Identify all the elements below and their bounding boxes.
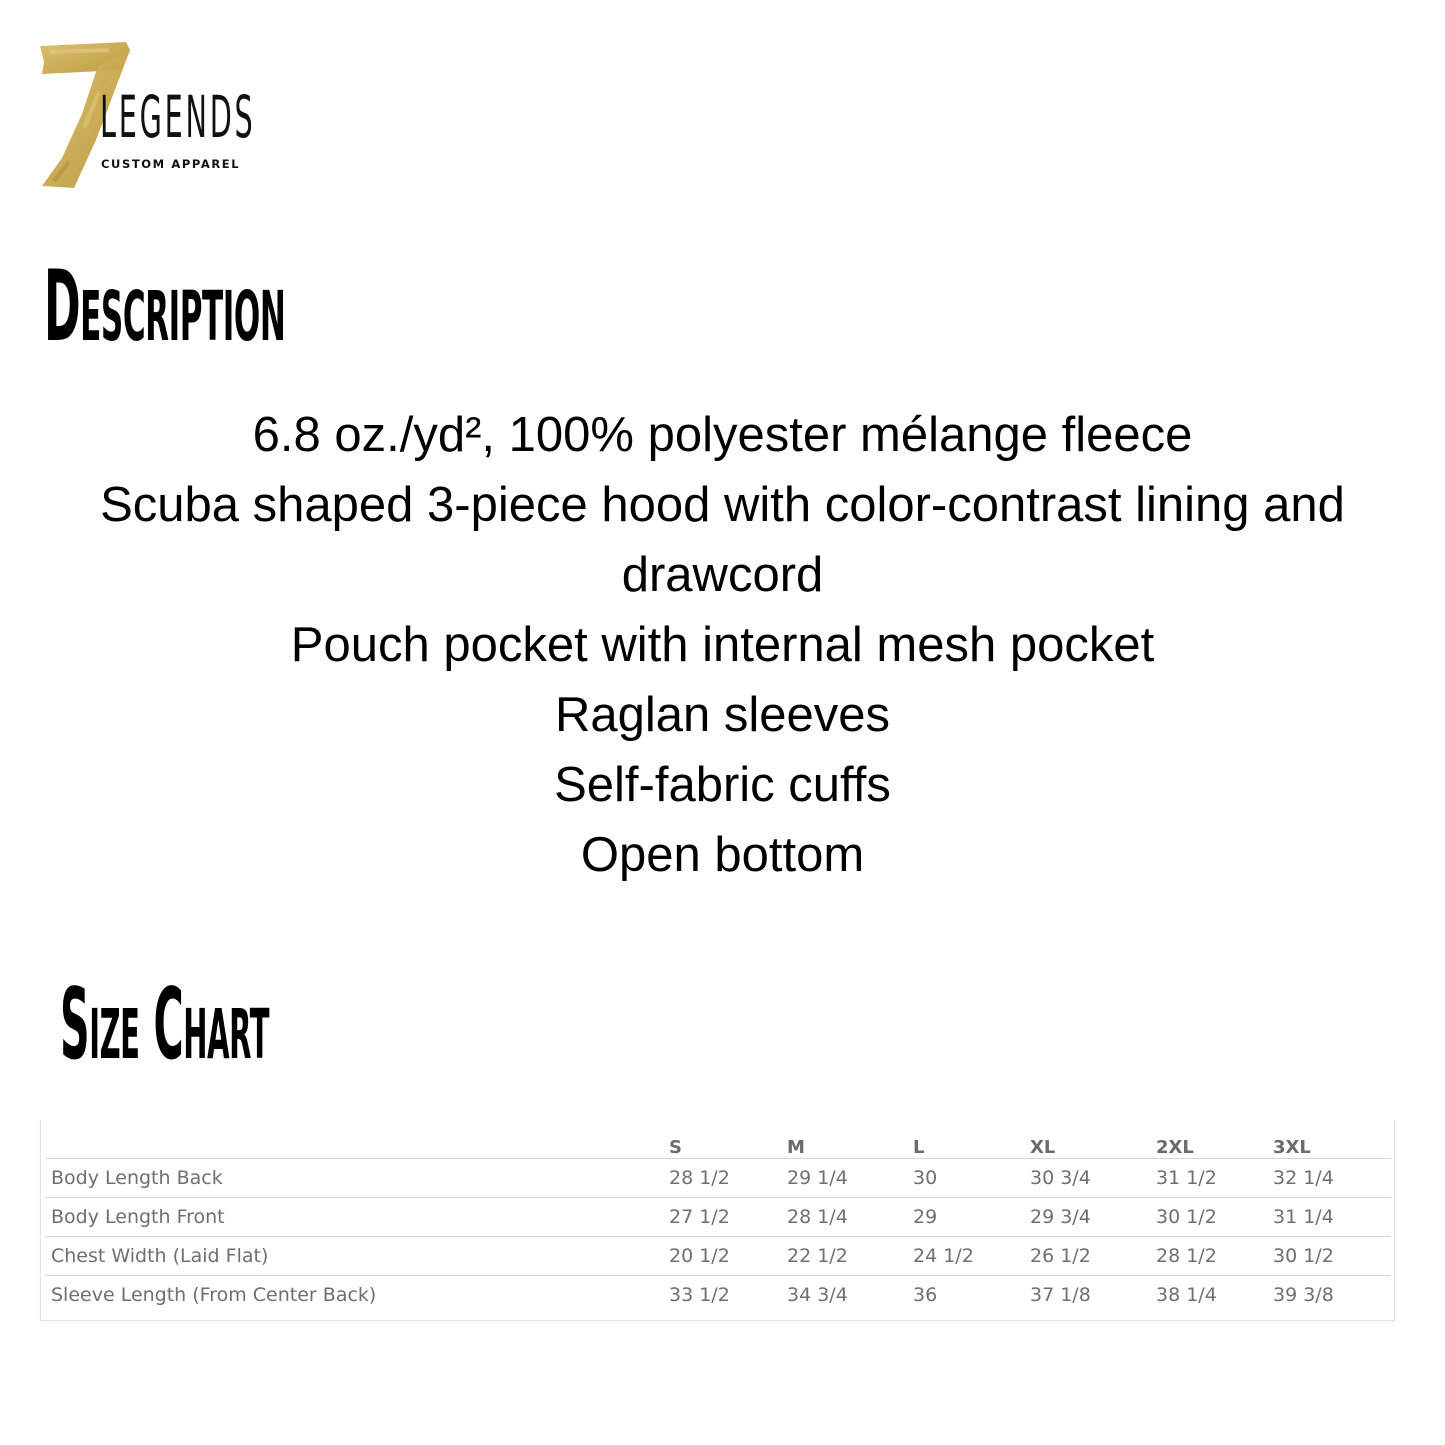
- table-cell: 27 1/2: [669, 1198, 787, 1237]
- table-cell: 30 3/4: [1030, 1159, 1156, 1198]
- table-cell: 29 3/4: [1030, 1198, 1156, 1237]
- table-cell: 34 3/4: [787, 1284, 848, 1306]
- table-cell: 28 1/2: [669, 1159, 787, 1198]
- description-line: 6.8 oz./yd², 100% polyester mélange fleece: [252, 408, 1193, 462]
- table-cell: 33 1/2: [669, 1284, 730, 1306]
- table-cell: 29 1/4: [787, 1159, 913, 1198]
- table-cell: 39 3/8: [1273, 1284, 1334, 1306]
- table-cell: 38 1/4: [1156, 1284, 1217, 1306]
- table-cell: 28 1/2: [1156, 1237, 1273, 1276]
- description-line: Scuba shaped 3-piece hood with color-contrast lining and drawcord: [100, 478, 1345, 602]
- description-list: [40, 400, 1405, 890]
- table-cell: 30: [913, 1159, 1030, 1198]
- header-cell-xl: XL: [1030, 1120, 1156, 1159]
- table-cell: 31 1/4: [1273, 1198, 1391, 1237]
- size-chart-header-row: [45, 1120, 1391, 1159]
- size-chart-table: [45, 1120, 1391, 1314]
- header-cell-l: L: [913, 1120, 1030, 1159]
- table-cell: 20 1/2: [669, 1237, 787, 1276]
- header-cell-blank: [45, 1120, 669, 1159]
- description-line: Self-fabric cuffs: [554, 758, 891, 812]
- table-cell: 37 1/8: [1030, 1284, 1091, 1306]
- table-row: [45, 1198, 1391, 1237]
- table-row: [45, 1159, 1391, 1198]
- table-cell: 26 1/2: [1030, 1237, 1156, 1276]
- header-cell-2xl: 2XL: [1156, 1120, 1273, 1159]
- table-cell: 28 1/4: [787, 1198, 913, 1237]
- table-cell: 29: [913, 1198, 1030, 1237]
- table-cell: 30 1/2: [1156, 1198, 1273, 1237]
- brand-logo: [38, 40, 258, 192]
- description-heading: Description: [44, 250, 286, 364]
- table-cell: 30 1/2: [1273, 1237, 1391, 1276]
- description-line: Open bottom: [580, 828, 865, 882]
- size-chart-heading: Size Chart: [60, 968, 270, 1082]
- table-cell: 36: [913, 1284, 938, 1306]
- row-label: Chest Width (Laid Flat): [45, 1237, 669, 1276]
- header-cell-m: M: [787, 1120, 913, 1159]
- description-line: Raglan sleeves: [554, 688, 891, 742]
- table-cell: 24 1/2: [913, 1237, 1030, 1276]
- header-cell-3xl: 3XL: [1273, 1120, 1391, 1159]
- row-label: Sleeve Length (From Center Back): [51, 1284, 377, 1306]
- logo-wordmark: LEGENDS: [100, 83, 256, 151]
- row-label: Body Length Front: [45, 1198, 669, 1237]
- table-row: [45, 1237, 1391, 1276]
- header-cell-s: S: [669, 1120, 787, 1159]
- row-label: Body Length Back: [45, 1159, 669, 1198]
- logo-tagline: CUSTOM APPAREL: [101, 157, 241, 171]
- description-line: Pouch pocket with internal mesh pocket: [290, 618, 1155, 672]
- size-chart-container: [40, 1120, 1395, 1321]
- table-cell: 31 1/2: [1156, 1159, 1273, 1198]
- table-cell: 22 1/2: [787, 1237, 913, 1276]
- table-row: [45, 1276, 1391, 1315]
- table-cell: 32 1/4: [1273, 1159, 1391, 1198]
